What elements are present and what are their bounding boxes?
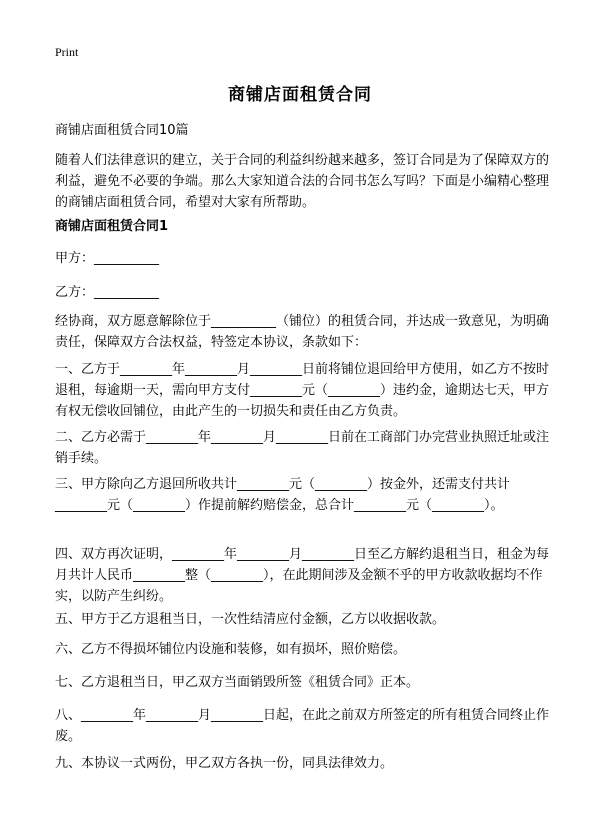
clause-3: 三、甲方除向乙方退回所收共计________元（________）按金外，还需支付共计________元（________）作提前解约赔偿金，总合计________元（________）。 — [55, 477, 511, 513]
section-heading: 商铺店面租赁合同1 — [55, 219, 169, 234]
clause-1: 一、乙方于________年________月________日前将铺位退回给甲方使用，如乙方不按时退租，每逾期一天，需向甲方支付________元（________）违约金，逾期达七天，甲方有权无偿收回铺位，由此产生的一切损失和责任由乙方负责。 — [55, 362, 550, 419]
print-link[interactable]: Print — [55, 45, 79, 59]
clause-9: 九、本协议一式两份，甲乙双方各执一份，同具法律效力。 — [55, 756, 394, 771]
party-a-line: 甲方：__________ — [55, 251, 160, 266]
clause-5: 五、甲方于乙方退租当日，一次性结清应付金额，乙方以收据收款。 — [55, 612, 446, 627]
intro-paragraph: 随着人们法律意识的建立，关于合同的利益纠纷越来越多，签订合同是为了保障双方的利益，避免不必要的争端。那么大家知道合法的合同书怎么写吗？下面是小编精心整理的商铺店面租赁合同，希望对大家有所帮助。 — [55, 153, 550, 210]
clause-8: 八、________年________月________日起，在此之前双方所签定的所有租赁合同终止作废。 — [55, 708, 550, 744]
clause-7: 七、乙方退租当日，甲乙双方当面销毁所签《租赁合同》正本。 — [55, 675, 420, 690]
clause-2: 二、乙方必需于________年________月________日前在工商部门办完营业执照迁址或注销手续。 — [55, 430, 550, 466]
clause-4: 四、双方再次证明，________年________月________日至乙方解约退租当日，租金为每月共计人民币________整（________），在此期间涉及金额不乎的甲方收款收据均不作实，以防产生纠纷。 — [55, 547, 550, 604]
clause-6: 六、乙方不得损坏铺位内设施和装修，如有损坏，照价赔偿。 — [55, 642, 407, 657]
party-b-line: 乙方：__________ — [55, 285, 160, 300]
document-subtitle: 商铺店面租赁合同10篇 — [55, 123, 189, 138]
preamble-paragraph: 经协商，双方愿意解除位于__________（铺位）的租赁合同，并达成一致意见，为明确责任，保障双方合法权益，特签定本协议，条款如下： — [55, 314, 550, 350]
document-title: 商铺店面租赁合同 — [228, 85, 372, 105]
